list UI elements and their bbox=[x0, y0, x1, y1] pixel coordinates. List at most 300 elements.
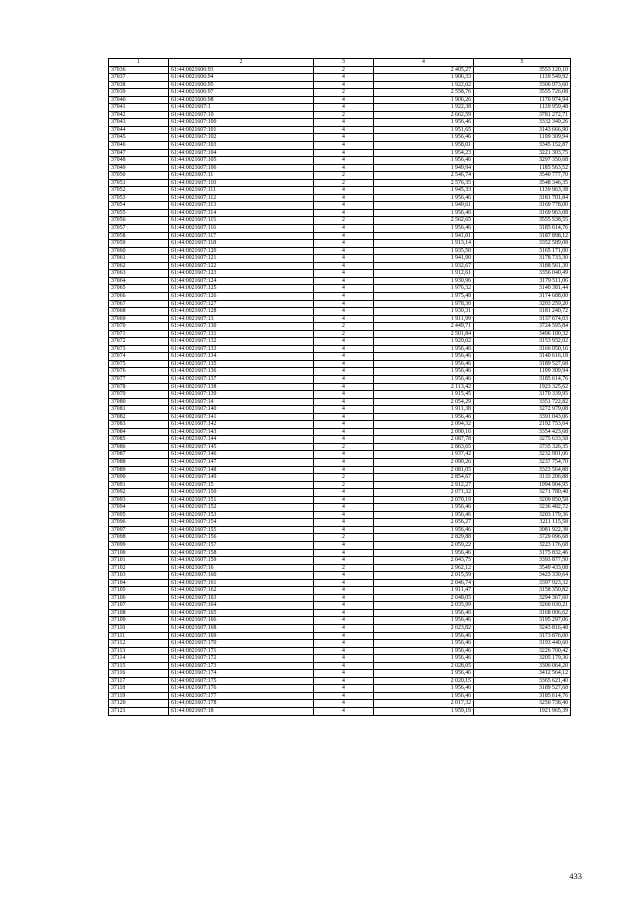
row-number-cell: 37050 bbox=[109, 172, 169, 180]
area-cell: 1 958,01 bbox=[374, 142, 474, 150]
type-code-cell: 2 bbox=[314, 66, 374, 74]
row-number-cell: 37045 bbox=[109, 134, 169, 142]
table-row bbox=[109, 187, 571, 195]
value-cell: 3294 367,60 bbox=[474, 594, 571, 602]
type-code-cell: 4 bbox=[314, 594, 374, 602]
cadastral-number-cell: 61:44:0021607:128 bbox=[169, 308, 314, 316]
row-number-cell: 37061 bbox=[109, 255, 169, 263]
cadastral-number-cell: 61:44:0021607:157 bbox=[169, 542, 314, 550]
type-code-cell: 2 bbox=[314, 111, 374, 119]
table-row bbox=[109, 511, 571, 519]
row-number-cell: 37105 bbox=[109, 587, 169, 595]
row-number-cell: 37115 bbox=[109, 662, 169, 670]
value-cell: 3412 564,12 bbox=[474, 670, 571, 678]
table-row bbox=[109, 685, 571, 693]
table-row bbox=[109, 655, 571, 663]
table-row bbox=[109, 119, 571, 127]
area-cell: 1 911,47 bbox=[374, 587, 474, 595]
cadastral-number-cell: 61:44:0021607:18 bbox=[169, 708, 314, 716]
value-cell: 3306 973,60 bbox=[474, 81, 571, 89]
area-cell: 1 906,26 bbox=[374, 96, 474, 104]
row-number-cell: 37101 bbox=[109, 557, 169, 565]
cadastral-number-cell: 61:44:0021607:174 bbox=[169, 670, 314, 678]
cadastral-number-cell: 61:44:0021607:138 bbox=[169, 383, 314, 391]
table-row bbox=[109, 421, 571, 429]
area-cell: 1 941,90 bbox=[374, 255, 474, 263]
value-cell: 3724 595,84 bbox=[474, 323, 571, 331]
row-number-cell: 37096 bbox=[109, 519, 169, 527]
table-row bbox=[109, 368, 571, 376]
value-cell: 3178 733,30 bbox=[474, 255, 571, 263]
row-number-cell: 37073 bbox=[109, 345, 169, 353]
table-row bbox=[109, 179, 571, 187]
column-header: 2 bbox=[169, 59, 314, 67]
value-cell: 3555 538,55 bbox=[474, 217, 571, 225]
type-code-cell: 4 bbox=[314, 255, 374, 263]
row-number-cell: 37111 bbox=[109, 632, 169, 640]
table-row bbox=[109, 572, 571, 580]
type-code-cell: 4 bbox=[314, 625, 374, 633]
cadastral-number-cell: 61:44:0021607:133 bbox=[169, 345, 314, 353]
row-number-cell: 37099 bbox=[109, 542, 169, 550]
area-cell: 2 028,05 bbox=[374, 662, 474, 670]
cadastral-number-cell: 61:44:0021607:135 bbox=[169, 360, 314, 368]
row-number-cell: 37088 bbox=[109, 458, 169, 466]
area-cell: 2 501,84 bbox=[374, 330, 474, 338]
column-header: 1 bbox=[109, 59, 169, 67]
table-row bbox=[109, 443, 571, 451]
type-code-cell: 4 bbox=[314, 421, 374, 429]
row-number-cell: 37108 bbox=[109, 609, 169, 617]
area-cell: 1 975,48 bbox=[374, 292, 474, 300]
type-code-cell: 2 bbox=[314, 534, 374, 542]
area-cell: 2 094,32 bbox=[374, 421, 474, 429]
type-code-cell: 4 bbox=[314, 458, 374, 466]
value-cell: 3140 381,44 bbox=[474, 285, 571, 293]
value-cell: 3175 832,46 bbox=[474, 549, 571, 557]
value-cell: 3211 115,58 bbox=[474, 519, 571, 527]
cadastral-number-cell: 61:44:0021607:169 bbox=[169, 632, 314, 640]
table-row bbox=[109, 217, 571, 225]
area-cell: 1 956,46 bbox=[374, 640, 474, 648]
table-row bbox=[109, 323, 571, 331]
type-code-cell: 4 bbox=[314, 398, 374, 406]
row-number-cell: 37048 bbox=[109, 157, 169, 165]
value-cell: 3297 350,68 bbox=[474, 157, 571, 165]
row-number-cell: 37063 bbox=[109, 270, 169, 278]
table-row bbox=[109, 662, 571, 670]
type-code-cell: 4 bbox=[314, 157, 374, 165]
cadastral-number-cell: 61:44:0021607:166 bbox=[169, 617, 314, 625]
type-code-cell: 4 bbox=[314, 700, 374, 708]
value-cell: 3081 922,38 bbox=[474, 526, 571, 534]
row-number-cell: 37104 bbox=[109, 579, 169, 587]
cadastral-number-cell: 61:44:0021607:156 bbox=[169, 534, 314, 542]
value-cell: 3181 701,84 bbox=[474, 194, 571, 202]
type-code-cell: 2 bbox=[314, 217, 374, 225]
row-number-cell: 37079 bbox=[109, 391, 169, 399]
area-cell: 1 956,46 bbox=[374, 549, 474, 557]
type-code-cell: 4 bbox=[314, 504, 374, 512]
value-cell: 3205 179,36 bbox=[474, 655, 571, 663]
type-code-cell: 4 bbox=[314, 81, 374, 89]
row-number-cell: 37055 bbox=[109, 209, 169, 217]
table-row bbox=[109, 474, 571, 482]
area-cell: 2 863,65 bbox=[374, 443, 474, 451]
area-cell: 1 911,99 bbox=[374, 315, 474, 323]
value-cell: 3351 722,82 bbox=[474, 398, 571, 406]
cadastral-number-cell: 61:44:0021607:10 bbox=[169, 111, 314, 119]
table-row bbox=[109, 255, 571, 263]
type-code-cell: 4 bbox=[314, 670, 374, 678]
row-number-cell: 37036 bbox=[109, 66, 169, 74]
table-row bbox=[109, 526, 571, 534]
row-number-cell: 37098 bbox=[109, 534, 169, 542]
cadastral-number-cell: 61:44:0021607:113 bbox=[169, 202, 314, 210]
cadastral-number-cell: 61:44:0021607:164 bbox=[169, 602, 314, 610]
row-number-cell: 37118 bbox=[109, 685, 169, 693]
area-cell: 1 949,61 bbox=[374, 202, 474, 210]
value-cell: 3185 614,76 bbox=[474, 692, 571, 700]
type-code-cell: 4 bbox=[314, 511, 374, 519]
cadastral-number-cell: 61:44:0021607:11 bbox=[169, 172, 314, 180]
type-code-cell: 4 bbox=[314, 708, 374, 716]
area-cell: 2 081,05 bbox=[374, 466, 474, 474]
row-number-cell: 37062 bbox=[109, 262, 169, 270]
type-code-cell: 4 bbox=[314, 232, 374, 240]
cadastral-number-cell: 61:44:0021607:134 bbox=[169, 353, 314, 361]
table-row bbox=[109, 277, 571, 285]
cadastral-number-cell: 61:44:0021607:151 bbox=[169, 496, 314, 504]
table-row bbox=[109, 383, 571, 391]
row-number-cell: 37102 bbox=[109, 564, 169, 572]
area-cell: 1 956,46 bbox=[374, 194, 474, 202]
register-table bbox=[108, 58, 571, 716]
table-row bbox=[109, 391, 571, 399]
type-code-cell: 2 bbox=[314, 179, 374, 187]
value-cell: 3236 482,72 bbox=[474, 504, 571, 512]
type-code-cell: 4 bbox=[314, 134, 374, 142]
cadastral-number-cell: 61:44:0021607:131 bbox=[169, 330, 314, 338]
area-cell: 2 113,42 bbox=[374, 383, 474, 391]
area-cell: 1 956,46 bbox=[374, 647, 474, 655]
row-number-cell: 37039 bbox=[109, 89, 169, 97]
area-cell: 1 956,46 bbox=[374, 134, 474, 142]
cadastral-number-cell: 61:44:0021607:104 bbox=[169, 149, 314, 157]
cadastral-number-cell: 61:44:0021607:137 bbox=[169, 375, 314, 383]
row-number-cell: 37038 bbox=[109, 81, 169, 89]
cadastral-number-cell: 61:44:0021607:161 bbox=[169, 579, 314, 587]
cadastral-number-cell: 61:44:0021607:112 bbox=[169, 194, 314, 202]
cadastral-number-cell: 61:44:0021607:177 bbox=[169, 692, 314, 700]
cadastral-number-cell: 61:44:0021607:15 bbox=[169, 481, 314, 489]
row-number-cell: 37089 bbox=[109, 466, 169, 474]
type-code-cell: 2 bbox=[314, 330, 374, 338]
row-number-cell: 37107 bbox=[109, 602, 169, 610]
value-cell: 3189 527,68 bbox=[474, 685, 571, 693]
value-cell: 3203 179,36 bbox=[474, 511, 571, 519]
area-cell: 2 962,12 bbox=[374, 564, 474, 572]
table-row bbox=[109, 466, 571, 474]
value-cell: 3140 616,18 bbox=[474, 353, 571, 361]
area-cell: 1 976,32 bbox=[374, 285, 474, 293]
value-cell: 3781 272,71 bbox=[474, 111, 571, 119]
cadastral-number-cell: 61:44:0021607:100 bbox=[169, 119, 314, 127]
cadastral-number-cell: 61:44:0021607:152 bbox=[169, 504, 314, 512]
type-code-cell: 4 bbox=[314, 519, 374, 527]
cadastral-number-cell: 61:44:0021607:110 bbox=[169, 179, 314, 187]
value-cell: 3423 330,64 bbox=[474, 572, 571, 580]
cadastral-number-cell: 61:44:0021607:143 bbox=[169, 428, 314, 436]
row-number-cell: 37092 bbox=[109, 489, 169, 497]
value-cell: 3173 876,00 bbox=[474, 632, 571, 640]
row-number-cell: 37051 bbox=[109, 179, 169, 187]
row-number-cell: 37093 bbox=[109, 496, 169, 504]
row-number-cell: 37119 bbox=[109, 692, 169, 700]
area-cell: 2 017,32 bbox=[374, 700, 474, 708]
type-code-cell: 4 bbox=[314, 617, 374, 625]
table-row bbox=[109, 134, 571, 142]
area-cell: 1 956,46 bbox=[374, 119, 474, 127]
table-row bbox=[109, 111, 571, 119]
type-code-cell: 4 bbox=[314, 609, 374, 617]
value-cell: 2192 753,04 bbox=[474, 421, 571, 429]
type-code-cell: 4 bbox=[314, 96, 374, 104]
table-row bbox=[109, 481, 571, 489]
area-cell: 1 937,42 bbox=[374, 451, 474, 459]
type-code-cell: 4 bbox=[314, 142, 374, 150]
table-row bbox=[109, 632, 571, 640]
value-cell: 3189 527,68 bbox=[474, 360, 571, 368]
area-cell: 2 854,67 bbox=[374, 474, 474, 482]
row-number-cell: 37097 bbox=[109, 526, 169, 534]
type-code-cell: 2 bbox=[314, 481, 374, 489]
cadastral-number-cell: 61:44:0021607:111 bbox=[169, 187, 314, 195]
area-cell: 2 912,27 bbox=[374, 481, 474, 489]
cadastral-number-cell: 61:44:0021607:162 bbox=[169, 587, 314, 595]
value-cell: 3232 901,06 bbox=[474, 451, 571, 459]
column-header: 3 bbox=[314, 59, 374, 67]
type-code-cell: 4 bbox=[314, 149, 374, 157]
area-cell: 1 906,33 bbox=[374, 74, 474, 82]
cadastral-number-cell: 61:44:0021607:173 bbox=[169, 662, 314, 670]
row-number-cell: 37072 bbox=[109, 338, 169, 346]
type-code-cell: 4 bbox=[314, 640, 374, 648]
cadastral-number-cell: 61:44:0021607:163 bbox=[169, 594, 314, 602]
row-number-cell: 37078 bbox=[109, 383, 169, 391]
area-cell: 2 090,26 bbox=[374, 458, 474, 466]
row-number-cell: 37081 bbox=[109, 406, 169, 414]
type-code-cell: 4 bbox=[314, 692, 374, 700]
row-number-cell: 37065 bbox=[109, 285, 169, 293]
column-header: 5 bbox=[474, 59, 571, 67]
value-cell: 1921 965,39 bbox=[474, 708, 571, 716]
value-cell: 3272 979,08 bbox=[474, 406, 571, 414]
row-number-cell: 37046 bbox=[109, 142, 169, 150]
cadastral-number-cell: 61:44:0021607:170 bbox=[169, 640, 314, 648]
row-number-cell: 37121 bbox=[109, 708, 169, 716]
row-number-cell: 37076 bbox=[109, 368, 169, 376]
type-code-cell: 4 bbox=[314, 300, 374, 308]
type-code-cell: 4 bbox=[314, 406, 374, 414]
type-code-cell: 4 bbox=[314, 285, 374, 293]
area-cell: 2 071,32 bbox=[374, 489, 474, 497]
table-row bbox=[109, 89, 571, 97]
area-cell: 1 956,46 bbox=[374, 345, 474, 353]
value-cell: 3548 346,35 bbox=[474, 179, 571, 187]
area-cell: 1 956,46 bbox=[374, 353, 474, 361]
value-cell: 3332 349,26 bbox=[474, 119, 571, 127]
area-cell: 1 956,46 bbox=[374, 368, 474, 376]
table-row bbox=[109, 708, 571, 716]
row-number-cell: 37037 bbox=[109, 74, 169, 82]
cadastral-number-cell: 61:44:0021607:106 bbox=[169, 164, 314, 172]
table-row bbox=[109, 670, 571, 678]
table-row bbox=[109, 489, 571, 497]
type-code-cell: 4 bbox=[314, 647, 374, 655]
table-row bbox=[109, 557, 571, 565]
table-row bbox=[109, 270, 571, 278]
table-row bbox=[109, 126, 571, 134]
column-header: 4 bbox=[374, 59, 474, 67]
area-cell: 2 562,65 bbox=[374, 217, 474, 225]
row-number-cell: 37064 bbox=[109, 277, 169, 285]
value-cell: 3185 614,76 bbox=[474, 225, 571, 233]
area-cell: 2 558,76 bbox=[374, 89, 474, 97]
table-row bbox=[109, 81, 571, 89]
type-code-cell: 4 bbox=[314, 270, 374, 278]
table-row bbox=[109, 375, 571, 383]
type-code-cell: 4 bbox=[314, 383, 374, 391]
table-row bbox=[109, 519, 571, 527]
page-number: 433 bbox=[569, 871, 582, 881]
table-row bbox=[109, 625, 571, 633]
table-row bbox=[109, 96, 571, 104]
table-row bbox=[109, 360, 571, 368]
cadastral-number-cell: 61:44:0021607:142 bbox=[169, 421, 314, 429]
value-cell: 3365 621,40 bbox=[474, 677, 571, 685]
table-row bbox=[109, 496, 571, 504]
value-cell: 3553 120,10 bbox=[474, 66, 571, 74]
value-cell: 3223 176,68 bbox=[474, 542, 571, 550]
cadastral-number-cell: 61:44:0021607:115 bbox=[169, 217, 314, 225]
value-cell: 3133 206,88 bbox=[474, 474, 571, 482]
type-code-cell: 4 bbox=[314, 225, 374, 233]
table-row bbox=[109, 647, 571, 655]
row-number-cell: 37110 bbox=[109, 625, 169, 633]
value-cell: 1170 974,94 bbox=[474, 96, 571, 104]
type-code-cell: 2 bbox=[314, 443, 374, 451]
row-number-cell: 37074 bbox=[109, 353, 169, 361]
value-cell: 3237 754,70 bbox=[474, 458, 571, 466]
area-cell: 1 956,46 bbox=[374, 692, 474, 700]
cadastral-number-cell: 61:44:0021607:120 bbox=[169, 247, 314, 255]
table-row bbox=[109, 330, 571, 338]
cadastral-number-cell: 61:44:0021607:141 bbox=[169, 413, 314, 421]
type-code-cell: 4 bbox=[314, 572, 374, 580]
table-row bbox=[109, 549, 571, 557]
type-code-cell: 4 bbox=[314, 345, 374, 353]
type-code-cell: 4 bbox=[314, 119, 374, 127]
row-number-cell: 37056 bbox=[109, 217, 169, 225]
cadastral-number-cell: 61:44:0021607:154 bbox=[169, 519, 314, 527]
cadastral-number-cell: 61:44:0021606:98 bbox=[169, 96, 314, 104]
type-code-cell: 4 bbox=[314, 557, 374, 565]
type-code-cell: 4 bbox=[314, 391, 374, 399]
cadastral-number-cell: 61:44:0021607:159 bbox=[169, 557, 314, 565]
value-cell: 3397 923,32 bbox=[474, 579, 571, 587]
cadastral-number-cell: 61:44:0021607:16 bbox=[169, 564, 314, 572]
area-cell: 1 956,46 bbox=[374, 609, 474, 617]
row-number-cell: 37042 bbox=[109, 111, 169, 119]
row-number-cell: 37100 bbox=[109, 549, 169, 557]
type-code-cell: 4 bbox=[314, 436, 374, 444]
cadastral-number-cell: 61:44:0021607:101 bbox=[169, 126, 314, 134]
area-cell: 1 945,33 bbox=[374, 187, 474, 195]
table-row bbox=[109, 292, 571, 300]
type-code-cell: 4 bbox=[314, 632, 374, 640]
row-number-cell: 37077 bbox=[109, 375, 169, 383]
table-row bbox=[109, 285, 571, 293]
value-cell: 3174 688,00 bbox=[474, 292, 571, 300]
table-row bbox=[109, 300, 571, 308]
value-cell: 3169 963,08 bbox=[474, 209, 571, 217]
cadastral-number-cell: 61:44:0021607:136 bbox=[169, 368, 314, 376]
table-row bbox=[109, 640, 571, 648]
value-cell: 1139 959,48 bbox=[474, 104, 571, 112]
cadastral-number-cell: 61:44:0021607:105 bbox=[169, 157, 314, 165]
area-cell: 1 956,46 bbox=[374, 225, 474, 233]
cadastral-number-cell: 61:44:0021606:95 bbox=[169, 81, 314, 89]
row-number-cell: 37080 bbox=[109, 398, 169, 406]
value-cell: 3179 511,06 bbox=[474, 277, 571, 285]
area-cell: 2 020,15 bbox=[374, 677, 474, 685]
value-cell: 3153 932,02 bbox=[474, 338, 571, 346]
area-cell: 2 662,59 bbox=[374, 111, 474, 119]
row-number-cell: 37040 bbox=[109, 96, 169, 104]
value-cell: 3496 100,32 bbox=[474, 330, 571, 338]
value-cell: 3203 259,20 bbox=[474, 300, 571, 308]
value-cell: 3271 780,48 bbox=[474, 489, 571, 497]
cadastral-number-cell: 61:44:0021606:94 bbox=[169, 74, 314, 82]
value-cell: 3729 096,68 bbox=[474, 534, 571, 542]
cadastral-number-cell: 61:44:0021607:146 bbox=[169, 451, 314, 459]
row-number-cell: 37116 bbox=[109, 670, 169, 678]
row-number-cell: 37083 bbox=[109, 421, 169, 429]
cadastral-number-cell: 61:44:0021607:140 bbox=[169, 406, 314, 414]
cadastral-number-cell: 61:44:0021607:178 bbox=[169, 700, 314, 708]
area-cell: 2 015,59 bbox=[374, 572, 474, 580]
table-row bbox=[109, 157, 571, 165]
table-row bbox=[109, 164, 571, 172]
type-code-cell: 4 bbox=[314, 74, 374, 82]
cadastral-number-cell: 61:44:0021607:127 bbox=[169, 300, 314, 308]
cadastral-number-cell: 61:44:0021607:118 bbox=[169, 240, 314, 248]
type-code-cell: 4 bbox=[314, 685, 374, 693]
type-code-cell: 4 bbox=[314, 315, 374, 323]
row-number-cell: 37058 bbox=[109, 232, 169, 240]
row-number-cell: 37117 bbox=[109, 677, 169, 685]
row-number-cell: 37120 bbox=[109, 700, 169, 708]
row-number-cell: 37090 bbox=[109, 474, 169, 482]
type-code-cell: 4 bbox=[314, 579, 374, 587]
cadastral-number-cell: 61:44:0021607:172 bbox=[169, 655, 314, 663]
area-cell: 2 035,99 bbox=[374, 602, 474, 610]
area-cell: 1 956,46 bbox=[374, 617, 474, 625]
type-code-cell: 4 bbox=[314, 209, 374, 217]
row-number-cell: 37057 bbox=[109, 225, 169, 233]
cadastral-number-cell: 61:44:0021607:139 bbox=[169, 391, 314, 399]
